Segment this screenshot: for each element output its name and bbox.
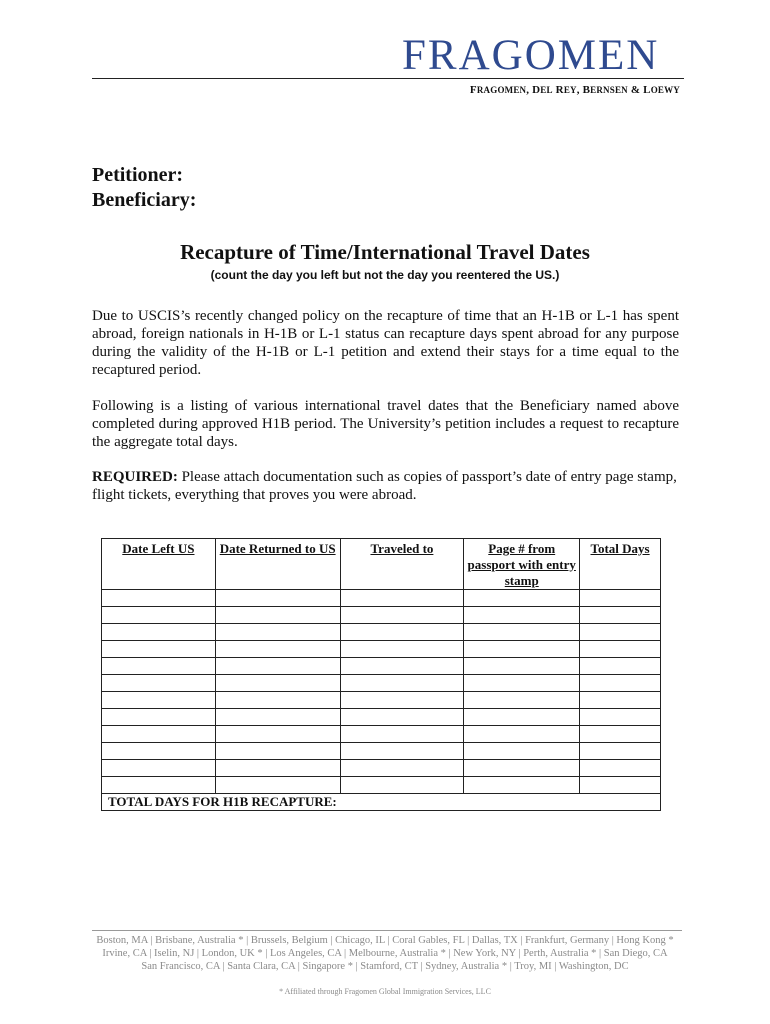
table-row bbox=[102, 726, 661, 743]
table-cell[interactable] bbox=[215, 760, 340, 777]
required-paragraph bbox=[92, 468, 679, 504]
table-cell[interactable] bbox=[464, 726, 580, 743]
table-cell[interactable] bbox=[340, 658, 464, 675]
table-row bbox=[102, 743, 661, 760]
table-row bbox=[102, 624, 661, 641]
table-cell[interactable] bbox=[340, 692, 464, 709]
header-date-returned: Date Returned to US bbox=[215, 539, 340, 590]
table-cell[interactable] bbox=[580, 709, 661, 726]
table-cell[interactable] bbox=[102, 777, 216, 794]
required-label: REQUIRED: bbox=[92, 469, 178, 485]
policy-paragraph: Due to USCIS’s recently changed policy on the recapture of time that an H-1B or L-1 has spent abroad, foreign nationals in H-1B or L-1 status can recapture days spent abroad for any purpose during the validity of the H-1B or L-1 petition and extend their stays for a time equal to the recaptured period. bbox=[92, 308, 679, 378]
footer-line-3: San Francisco, CA | Santa Clara, CA | Singapore * | Stamford, CT | Sydney, Australia * | Troy, MI | Washington, DC bbox=[141, 961, 629, 972]
table-cell[interactable] bbox=[102, 607, 216, 624]
header-page-number: Page # from passport with entry stamp bbox=[464, 539, 580, 590]
table-cell[interactable] bbox=[580, 641, 661, 658]
table-cell[interactable] bbox=[580, 675, 661, 692]
table-cell[interactable] bbox=[464, 624, 580, 641]
table-cell[interactable] bbox=[215, 607, 340, 624]
table-row bbox=[102, 641, 661, 658]
header-date-left: Date Left US bbox=[102, 539, 216, 590]
table-cell[interactable] bbox=[340, 590, 464, 607]
table-cell[interactable] bbox=[580, 590, 661, 607]
total-days-label[interactable]: TOTAL DAYS FOR H1B RECAPTURE: bbox=[102, 794, 661, 811]
table-cell[interactable] bbox=[340, 675, 464, 692]
document-subtitle: (count the day you left but not the day you reentered the US.) bbox=[210, 268, 560, 282]
header-total-days: Total Days bbox=[580, 539, 661, 590]
table-cell[interactable] bbox=[102, 590, 216, 607]
table-cell[interactable] bbox=[580, 658, 661, 675]
table-cell[interactable] bbox=[215, 726, 340, 743]
table-cell[interactable] bbox=[215, 641, 340, 658]
table-cell[interactable] bbox=[102, 624, 216, 641]
travel-dates-table bbox=[101, 538, 661, 811]
table-cell[interactable] bbox=[464, 658, 580, 675]
table-cell[interactable] bbox=[580, 743, 661, 760]
footer-line-2: Irvine, CA | Iselin, NJ | London, UK * | Los Angeles, CA | Melbourne, Australia * | New York, NY | Perth, Australia * | San Diego, CA bbox=[102, 948, 668, 959]
table-cell[interactable] bbox=[102, 675, 216, 692]
table-cell[interactable] bbox=[340, 777, 464, 794]
fragomen-logo: FRAGOMEN bbox=[402, 32, 660, 79]
table-cell[interactable] bbox=[464, 607, 580, 624]
footer-divider bbox=[92, 930, 682, 931]
table-cell[interactable] bbox=[580, 777, 661, 794]
table-cell[interactable] bbox=[464, 590, 580, 607]
table-cell[interactable] bbox=[464, 777, 580, 794]
beneficiary-label: Beneficiary: bbox=[92, 189, 197, 211]
table-cell[interactable] bbox=[215, 692, 340, 709]
table-cell[interactable] bbox=[464, 675, 580, 692]
table-cell[interactable] bbox=[340, 726, 464, 743]
table-cell[interactable] bbox=[464, 709, 580, 726]
table-cell[interactable] bbox=[102, 709, 216, 726]
table-cell[interactable] bbox=[215, 743, 340, 760]
table-row bbox=[102, 658, 661, 675]
table-cell[interactable] bbox=[580, 692, 661, 709]
table-cell[interactable] bbox=[102, 641, 216, 658]
header-traveled-to: Traveled to bbox=[340, 539, 464, 590]
table-cell[interactable] bbox=[580, 760, 661, 777]
footer-line-1: Boston, MA | Brisbane, Australia * | Brussels, Belgium | Chicago, IL | Coral Gables, FL | Dallas, TX | Frankfurt, Germany | Hong Kong * bbox=[96, 935, 674, 946]
table-cell[interactable] bbox=[215, 624, 340, 641]
firm-name: FRAGOMEN, DEL REY, BERNSEN & LOEWY bbox=[469, 84, 680, 96]
table-cell[interactable] bbox=[464, 760, 580, 777]
table-row bbox=[102, 709, 661, 726]
table-row bbox=[102, 675, 661, 692]
table-cell[interactable] bbox=[340, 709, 464, 726]
footer-affiliation: * Affiliated through Fragomen Global Immigration Services, LLC bbox=[279, 987, 491, 996]
table-cell[interactable] bbox=[215, 675, 340, 692]
table-cell[interactable] bbox=[340, 607, 464, 624]
table-cell[interactable] bbox=[102, 743, 216, 760]
party-labels bbox=[92, 163, 196, 213]
table-cell[interactable] bbox=[464, 692, 580, 709]
total-row bbox=[102, 794, 661, 811]
table-row bbox=[102, 590, 661, 607]
petitioner-label: Petitioner: bbox=[92, 164, 184, 186]
table-header-row bbox=[102, 539, 661, 590]
table-cell[interactable] bbox=[102, 726, 216, 743]
table-cell[interactable] bbox=[464, 641, 580, 658]
table-row bbox=[102, 692, 661, 709]
header-divider bbox=[92, 78, 684, 79]
table-cell[interactable] bbox=[580, 726, 661, 743]
table-cell[interactable] bbox=[340, 743, 464, 760]
office-locations-footer bbox=[80, 934, 690, 998]
table-cell[interactable] bbox=[580, 624, 661, 641]
table-cell[interactable] bbox=[102, 658, 216, 675]
table-cell[interactable] bbox=[215, 777, 340, 794]
table-cell[interactable] bbox=[215, 658, 340, 675]
table-cell[interactable] bbox=[340, 760, 464, 777]
table-cell[interactable] bbox=[102, 760, 216, 777]
table-cell[interactable] bbox=[102, 692, 216, 709]
listing-paragraph: Following is a listing of various international travel dates that the Beneficiary named above completed during approved H1B period. The University’s petition includes a request to recapture the aggregate total days. bbox=[92, 398, 679, 450]
table-cell[interactable] bbox=[215, 709, 340, 726]
table-row bbox=[102, 777, 661, 794]
table-cell[interactable] bbox=[580, 607, 661, 624]
table-cell[interactable] bbox=[340, 641, 464, 658]
table-row bbox=[102, 607, 661, 624]
table-row bbox=[102, 760, 661, 777]
required-text: Please attach documentation such as copies of passport’s date of entry page stamp, flight tickets, everything that proves you were abroad. bbox=[92, 469, 677, 503]
table-cell[interactable] bbox=[340, 624, 464, 641]
table-cell[interactable] bbox=[215, 590, 340, 607]
table-cell[interactable] bbox=[464, 743, 580, 760]
document-title: Recapture of Time/International Travel Dates bbox=[180, 240, 590, 264]
